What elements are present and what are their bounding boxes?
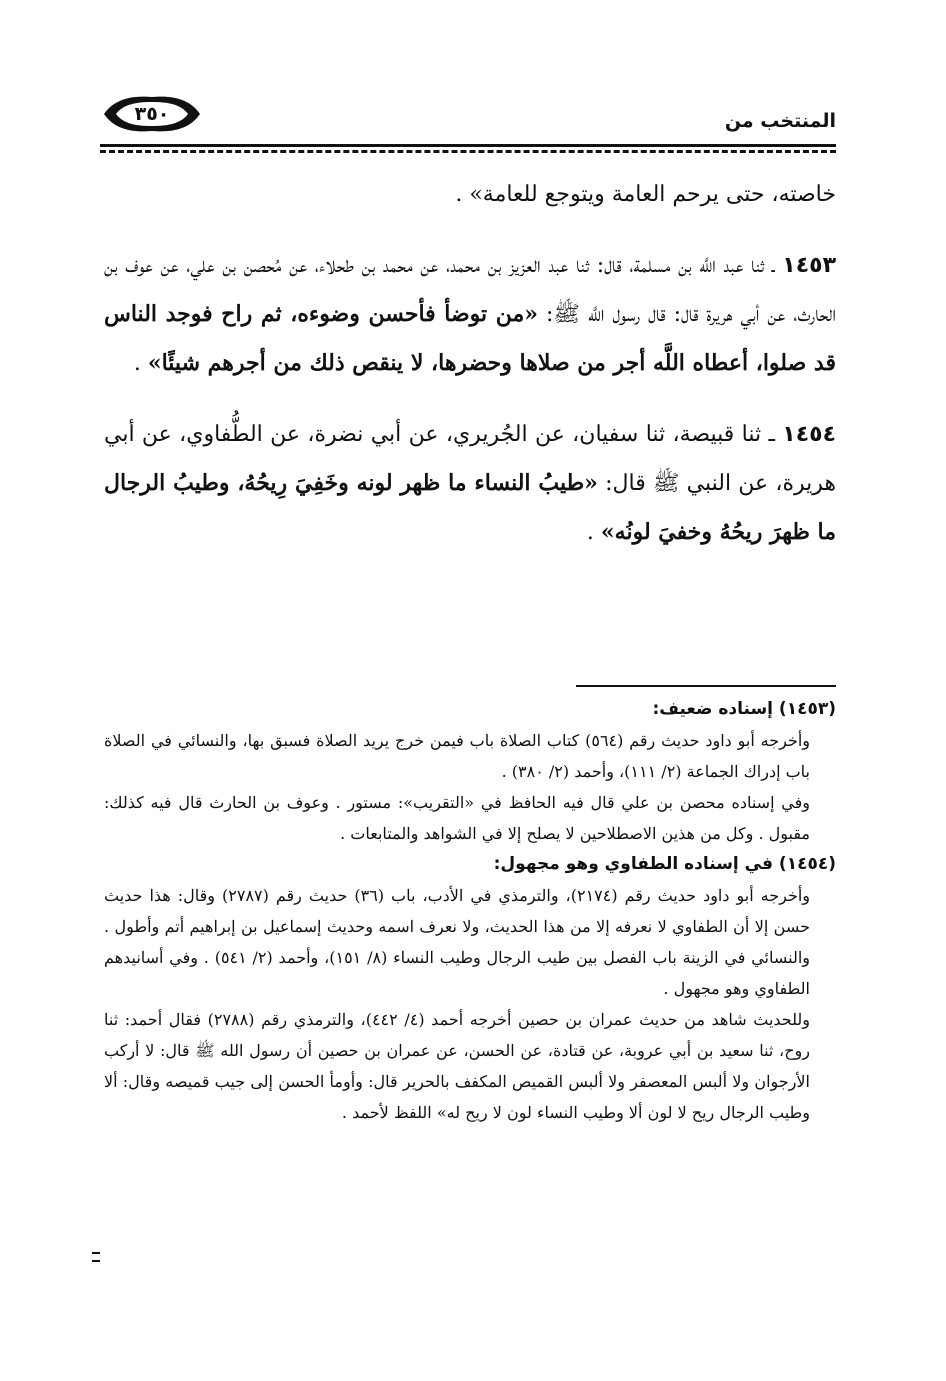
- hadith-matn: «طيبُ النساء ما ظهر لونه وخَفِيَ رِيحُهُ، وطيبُ الرجال ما ظهرَ ريحُهُ وخفيَ لونُه»: [104, 470, 836, 545]
- footnote-heading-1454: (١٤٥٤) في إسناده الطفاوي وهو مجهول:: [493, 854, 836, 874]
- hadith-1453: [104, 241, 836, 388]
- hadith-end: .: [586, 520, 601, 545]
- footnotes: [104, 694, 836, 1128]
- hadith-matn: «من توضأ فأحسن وضوءه، ثم راح فوجد الناس قد صلوا، أعطاه اللَّه أجر من صلاها وحضرها، لا ينقص ذلك من أجرهم شيئًا»: [104, 301, 836, 376]
- footnote-heading-1453: (١٤٥٣) إسناده ضعيف:: [652, 699, 836, 719]
- page-header: [100, 92, 836, 144]
- hadith-end: .: [133, 351, 148, 376]
- footnote-separator: [576, 685, 836, 687]
- page-number-badge: [102, 94, 202, 134]
- running-title: المنتخب من: [724, 110, 836, 132]
- hadith-1454: [104, 410, 836, 557]
- footnote-paragraph: وفي إسناده محصن بن علي قال فيه الحافظ في «التقريب»: مستور . وعوف بن الحارث قال فيه كذلك: مقبول . وكل من هذين الاصطلاحين لا يصلح إلا في الشواهد والمتابعات .: [104, 793, 810, 843]
- header-rule: [100, 144, 836, 156]
- main-text: [104, 170, 836, 557]
- continued-paragraph: خاصته، حتى يرحم العامة ويتوجع للعامة» .: [455, 182, 836, 207]
- margin-mark: [92, 1252, 100, 1262]
- footnote-paragraph: وأخرجه أبو داود حديث رقم (٢١٧٤)، والترمذي في الأدب، باب (٣٦) حديث رقم (٢٧٨٧) وقال: هذا حديث حسن إلا أن الطفاوي لا نعرفه إلا من هذا الحديث، ولا نعرف اسمه وحديث إسماعيل بن إبراهيم أتم وأطول . والنسائي في الزينة باب الفصل بين طيب الرجال وطيب النساء (٨/ ١٥١)، وأحمد (٢/ ٥٤١) . وفي أسانيدهم الطفاوي وهو مجهول .: [104, 886, 811, 998]
- footnote-paragraph: وأخرجه أبو داود حديث رقم (٥٦٤) كتاب الصلاة باب فيمن خرج يريد الصلاة فسبق بها، والنسائي في الصلاة باب إدراك الجماعة (٢/ ١١١)، وأحمد (٢/ ٣٨٠) .: [104, 731, 811, 781]
- hadith-chain: ـ ثنا عبد اللَّه بن مسلمة، قال: ثنا عبد العزيز بن محمد، عن محمد بن طحلاء، عن مُحصن بن علي، عن عوف بن الحارث، عن أبي هريرة قال: قال رسول اللَّه ﷺ:: [104, 253, 836, 327]
- hadith-chain: ـ ثنا قبيصة، ثنا سفيان، عن الجُريري، عن أبي نضرة، عن الطُّفاوي، عن أبي هريرة، عن النبي ﷺ قال:: [104, 422, 836, 496]
- hadith-number: ١٤٥٤: [782, 422, 836, 447]
- page-number: ٣٥٠: [134, 103, 170, 125]
- hadith-number: ١٤٥٣: [782, 253, 836, 278]
- footnote-paragraph: وللحديث شاهد من حديث عمران بن حصين أخرجه أحمد (٤/ ٤٤٢)، والترمذي رقم (٢٧٨٨) فقال أحمد: ثنا روح، ثنا سعيد بن أبي عروبة، عن قتادة، عن الحسن، عن عمران بن حصين أن رسول الله ﷺ قال: لا أركب الأرجوان ولا ألبس المعصفر ولا ألبس القميص المكفف بالحرير قال: وأومأ الحسن إلى جيب قميصه وقال: ألا وطيب الرجال ريح لا لون ألا وطيب النساء لون لا ريح له» اللفظ لأحمد .: [104, 1010, 811, 1122]
